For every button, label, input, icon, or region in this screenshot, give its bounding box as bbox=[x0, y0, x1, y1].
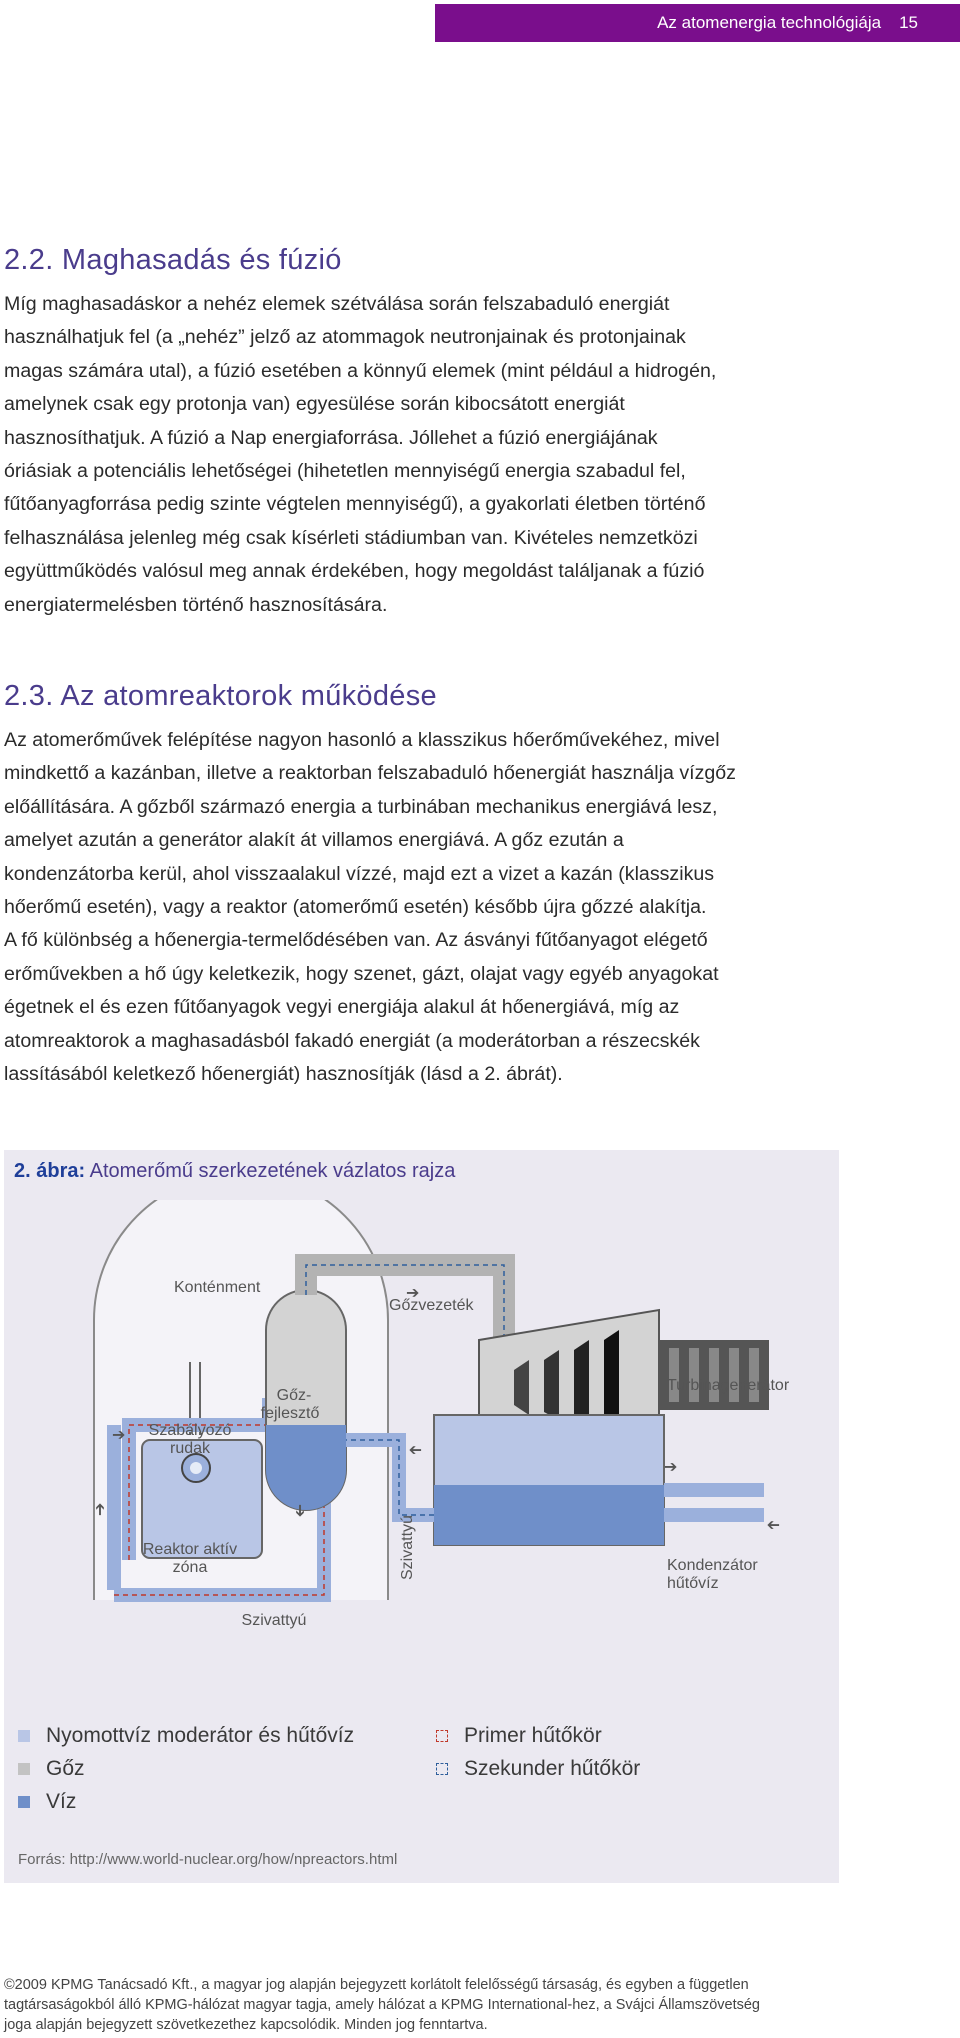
legend-label: Nyomottvíz moderátor és hűtővíz bbox=[46, 1724, 355, 1747]
paragraph-line: használhatjuk fel (a „nehéz” jelző az atommagok neutronjainak és protonjainak bbox=[4, 326, 686, 349]
paragraph-line: Míg maghasadáskor a nehéz elemek szétválása során felszabaduló energiát bbox=[4, 293, 670, 315]
label-condenser: Kondenzátor bbox=[667, 1557, 758, 1574]
paragraph-line: Az atomerőművek felépítése nagyon hasonló a klasszikus hőerőművekéhez, mivel bbox=[4, 729, 720, 751]
legend-item bbox=[18, 1757, 85, 1781]
legend-item bbox=[436, 1757, 640, 1781]
legend-item bbox=[18, 1724, 354, 1748]
section-title-fusion: 2.2. Maghasadás és fúzió bbox=[4, 244, 342, 276]
header-title: Az atomenergia technológiája bbox=[657, 13, 882, 32]
figure-number: 2. ábra: bbox=[14, 1160, 86, 1182]
paragraph-line: lassításából keletkező hőenergiát) hasznosítják (lásd a 2. ábrát). bbox=[4, 1063, 563, 1086]
paragraph-line: felhasználása jelenleg még csak kísérleti stádiumban van. Kivételes nemzetközi bbox=[4, 526, 698, 549]
label-steam-line: Gőzvezeték bbox=[389, 1297, 474, 1314]
label-condenser: hűtővíz bbox=[667, 1575, 719, 1592]
label-reactor-core: Reaktor aktív bbox=[142, 1541, 238, 1558]
legend-swatch bbox=[18, 1763, 30, 1775]
flow-arrow-icon: ➔ bbox=[406, 1285, 420, 1302]
label-pump: Szivattyú bbox=[241, 1612, 307, 1629]
paragraph-line: atomreaktorok a maghasadásból fakadó energiát (a moderátorban a részecskék bbox=[4, 1029, 700, 1052]
flow-arrow-icon: ➔ bbox=[408, 1441, 422, 1458]
label-control-rods: rudak bbox=[169, 1440, 211, 1457]
flow-arrow-icon: ➔ bbox=[291, 1504, 308, 1518]
paragraph-line: mindkettő a kazánban, illetve a reaktorban felszabaduló hőenergiát használja vízgőz bbox=[4, 762, 736, 785]
label-steam-generator: Gőz- bbox=[276, 1387, 312, 1404]
label-pump-vertical: Szivattyú bbox=[399, 1515, 416, 1580]
page-number: 15 bbox=[899, 13, 918, 32]
flow-arrow-icon: ➔ bbox=[766, 1516, 780, 1533]
legend-label: Szekunder hűtőkör bbox=[464, 1757, 641, 1780]
condenser-water bbox=[434, 1485, 664, 1545]
label-turbine-generator: Turbinagenerátor bbox=[667, 1377, 790, 1394]
legend-swatch bbox=[18, 1730, 30, 1742]
label-reactor-core: zóna bbox=[172, 1559, 208, 1576]
footer-line: ©2009 KPMG Tanácsadó Kft., a magyar jog alapján bejegyzett korlátolt felelősségű társaság, és egyben a független bbox=[4, 1977, 749, 1993]
paragraph-line: együttműködés valósul meg annak érdekében, hogy megoldást találjanak a fúzió bbox=[4, 560, 705, 583]
paragraph-line: kondenzátorba kerül, ahol visszaalakul vízzé, majd ezt a vizet a kazán (klasszikus bbox=[4, 862, 715, 885]
label-containment: Konténment bbox=[174, 1279, 261, 1296]
section-body-fusion bbox=[4, 288, 854, 622]
legend-label: Víz bbox=[46, 1790, 77, 1813]
legend-item bbox=[436, 1724, 602, 1748]
section-title-reactors: 2.3. Az atomreaktorok működése bbox=[4, 680, 437, 712]
turbine-blade bbox=[574, 1340, 589, 1425]
flow-arrow-icon: ➔ bbox=[664, 1459, 678, 1476]
section-body-reactors bbox=[4, 724, 854, 1091]
paragraph-line: magas számára utal), a fúzió esetében a könnyű elemek (mint például a hidrogén, bbox=[4, 359, 717, 382]
label-steam-generator: fejlesztő bbox=[260, 1405, 320, 1422]
figure-caption bbox=[14, 1160, 455, 1183]
running-header bbox=[435, 4, 960, 42]
paragraph-line: energiatermelésben történő hasznosítására. bbox=[4, 593, 388, 616]
paragraph-line: hasznosíthatjuk. A fúzió a Nap energiaforrása. Jóllehet a fúzió energiájának bbox=[4, 426, 658, 449]
legend-swatch bbox=[436, 1763, 448, 1775]
paragraph-line: óriásiak a potenciális lehetőségei (hihetetlen mennyiségű energia szabadul fel, bbox=[4, 460, 686, 483]
footer-line: joga alapján bejegyzett szövetkezethez kapcsolódik. Minden jog fenntartva. bbox=[4, 2017, 488, 2033]
reactor-core-fuel bbox=[190, 1462, 202, 1474]
paragraph-line: amelynek csak egy protonja van) egyesülése során kibocsátott energiát bbox=[4, 393, 625, 416]
paragraph-line: A fő különbség a hőenergia-termelődésében van. Az ásványi fűtőanyagot elégető bbox=[4, 929, 708, 952]
turbine-blade bbox=[544, 1350, 559, 1420]
flow-arrow-icon: ➔ bbox=[112, 1427, 126, 1444]
paragraph-line: amelyet azután a generátor alakít át villamos energiává. A gőz ezután a bbox=[4, 829, 624, 852]
paragraph-line: fűtőanyagforrása pedig szinte végtelen mennyiségű), a gyakorlati életben történő bbox=[4, 493, 706, 516]
paragraph-line: erőművekben a hő úgy keletkezik, hogy szenet, gázt, olajat vagy egyéb anyagokat bbox=[4, 962, 719, 985]
figure-source: Forrás: http://www.world-nuclear.org/how/npreactors.html bbox=[18, 1851, 398, 1868]
label-control-rods: Szabályozó bbox=[148, 1422, 232, 1439]
legend-label: Primer hűtőkör bbox=[464, 1724, 602, 1747]
footer-line: tagtársaságokból álló KPMG-hálózat magyar tagja, amely hálózat a KPMG International-hez, a Svájci Államszövetség bbox=[4, 1997, 760, 2013]
copyright-footer bbox=[4, 1975, 844, 2035]
legend-swatch bbox=[18, 1796, 30, 1808]
legend-item bbox=[18, 1790, 76, 1814]
flow-arrow-icon: ➔ bbox=[92, 1502, 109, 1516]
paragraph-line: előállítására. A gőzből származó energia a turbinában mechanikus energiává lesz, bbox=[4, 795, 718, 818]
reactor-diagram bbox=[4, 1200, 839, 1670]
figure-title: Atomerőmű szerkezetének vázlatos rajza bbox=[89, 1160, 456, 1182]
legend-swatch bbox=[436, 1730, 448, 1742]
steam-generator-water bbox=[266, 1425, 346, 1510]
paragraph-line: hőerőmű esetén), vagy a reaktor (atomerőmű esetén) később újra gőzzé alakítja. bbox=[4, 896, 707, 919]
paragraph-line: égetnek el és ezen fűtőanyagok vegyi energiája alakul át hőenergiává, míg az bbox=[4, 996, 680, 1019]
legend-label: Gőz bbox=[46, 1757, 85, 1780]
